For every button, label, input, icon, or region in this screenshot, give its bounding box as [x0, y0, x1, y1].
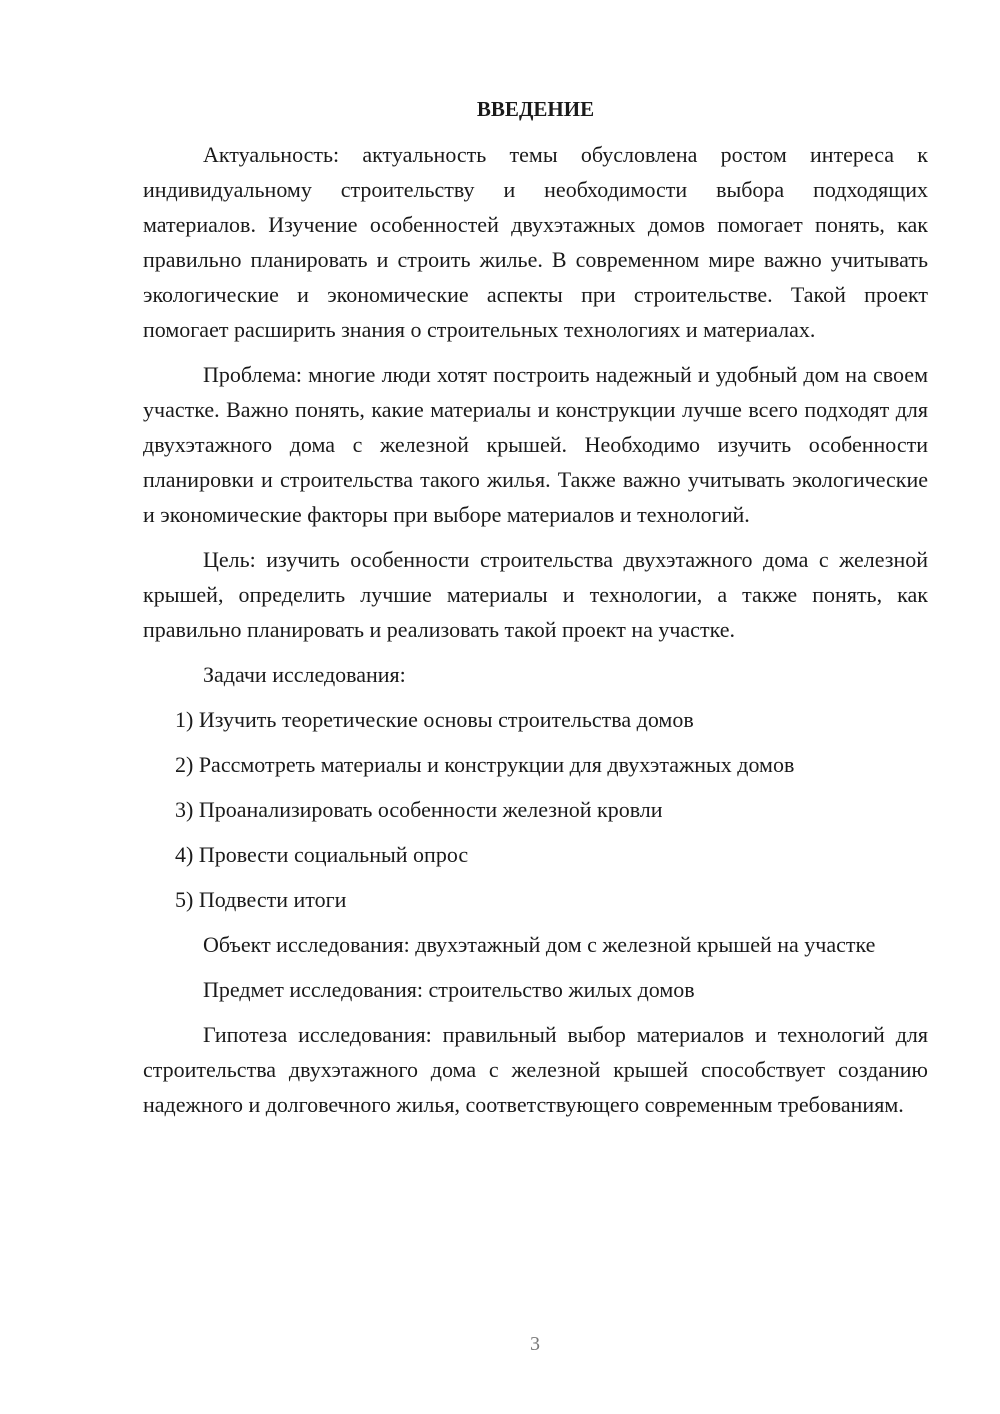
- paragraph-relevance: Актуальность: актуальность темы обусловлена ростом интереса к индивидуальному строительству и необходимости выбора подходящих материалов. Изучение особенностей двухэтажных домов помогает понять, как правильно планировать и строить жилье. В современном мире важно учитывать экологические и экономические аспекты при строительстве. Такой проект помогает расширить знания о строительных технологиях и материалах.: [143, 142, 928, 342]
- paragraph-subject: Предмет исследования: строительство жилых домов: [203, 977, 695, 1002]
- page-title: ВВЕДЕНИЕ: [476, 97, 595, 121]
- list-item: 3) Проанализировать особенности железной кровли: [175, 797, 663, 822]
- paragraph-hypothesis: Гипотеза исследования: правильный выбор материалов и технологий для строительства двухэтажного дома с железной крышей способствует созданию надежного и долговечного жилья, соответствующего современным требованиям.: [143, 1022, 928, 1117]
- paragraph-object: Объект исследования: двухэтажный дом с железной крышей на участке: [203, 932, 876, 957]
- tasks-list: [143, 702, 928, 917]
- paragraph-goal: Цель: изучить особенности строительства двухэтажного дома с железной крышей, определить лучшие материалы и технологии, а также понять, как правильно планировать и реализовать такой проект на участке.: [143, 547, 928, 642]
- paragraph-problem: Проблема: многие люди хотят построить надежный и удобный дом на своем участке. Важно понять, какие материалы и конструкции лучше всего подходят для двухэтажного дома с железной крышей. Необходимо изучить особенности планировки и строительства такого жилья. Также важно учитывать экологические и экономические факторы при выборе материалов и технологий.: [143, 362, 928, 527]
- list-item: 5) Подвести итоги: [175, 887, 347, 912]
- page-number: 3: [530, 1333, 540, 1355]
- list-item: 4) Провести социальный опрос: [175, 842, 469, 867]
- list-item: 2) Рассмотреть материалы и конструкции для двухэтажных домов: [175, 752, 795, 777]
- page-content: [143, 92, 928, 1132]
- tasks-heading: Задачи исследования:: [203, 662, 406, 687]
- list-item: 1) Изучить теоретические основы строительства домов: [175, 707, 694, 732]
